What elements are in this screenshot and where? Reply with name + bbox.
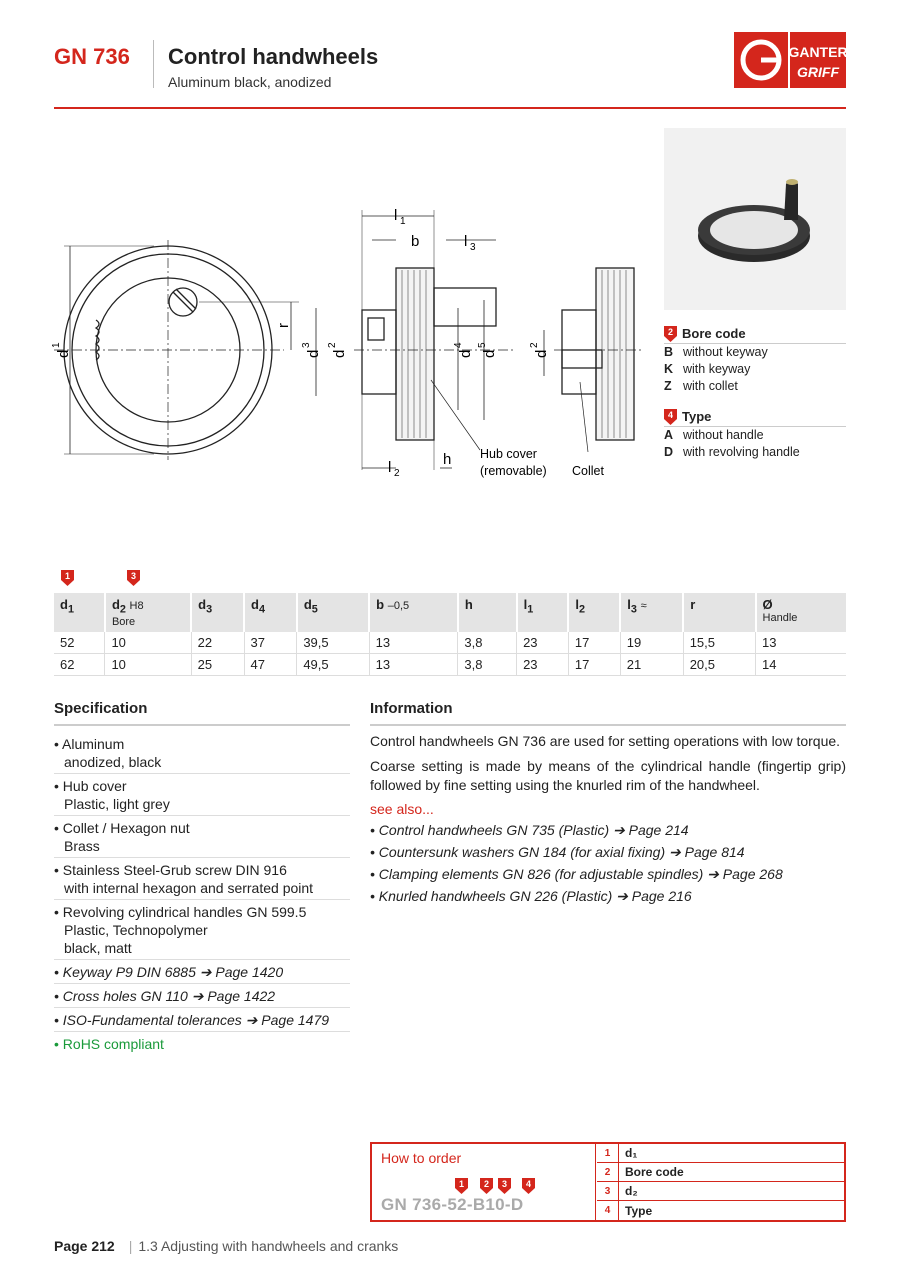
label-d1: d [55,349,72,358]
header-symbol: l [575,597,580,612]
legend-key: B [664,345,674,359]
header-rule [54,107,846,109]
label-l1: l [394,207,398,224]
table-cell: 20,5 [683,654,755,676]
collet-view [544,268,644,452]
bore-code-heading [664,324,846,344]
column-header [683,593,755,632]
table-cell: 62 [54,654,105,676]
column-header [517,593,569,632]
table-cell: 10 [105,654,191,676]
reference-link[interactable]: • Countersunk washers GN 184 (for axial fixing) ➔ Page 814 [370,844,745,860]
front-view [54,240,299,460]
order-example [372,1144,596,1220]
spec-item [54,774,350,816]
legend-text: with revolving handle [683,445,800,459]
marker-badge: 4 [522,1178,535,1194]
legend-key: K [664,362,674,376]
order-key-row [597,1182,844,1201]
order-key-number: 3 [597,1182,619,1200]
spec-item [54,960,350,984]
label-d4: d [457,349,474,358]
table-cell: 19 [620,632,683,654]
header-symbol: d [303,597,312,612]
legend-text: with keyway [683,362,751,376]
specification-list [54,732,350,1055]
column-header [620,593,683,632]
label-d2b: d [533,349,550,358]
table-row [54,654,846,676]
legend-key: D [664,445,674,459]
table-cell: 47 [244,654,297,676]
label-b: b [411,233,420,250]
header-subscript: 1 [527,603,534,616]
header-suffix: H8 [129,600,144,612]
how-to-order-box [370,1142,846,1222]
label-d2: d [331,349,348,358]
technical-drawing [51,200,644,500]
header-symbol: d [251,597,259,612]
svg-text:GANTER: GANTER [788,44,848,60]
marker-badge: 2 [480,1178,493,1194]
legend-item [664,427,846,444]
spec-line: • ISO-Fundamental tolerances ➔ Page 1479 [54,1012,330,1028]
table-cell: 23 [517,632,569,654]
order-key-number: 1 [597,1144,619,1162]
column-header [568,593,620,632]
spec-line: • RoHS compliant [54,1036,164,1052]
header-subscript: 4 [258,603,265,616]
header-note: Handle [762,612,798,624]
table-cell: 13 [756,632,846,654]
marker-badge: 3 [498,1178,511,1194]
order-code: GN 736-52-B10-D [381,1195,524,1214]
column-header [54,593,105,632]
order-key-label: Type [625,1203,653,1218]
column-header [369,593,458,632]
type-title: Type [682,409,712,424]
table-header-row [54,593,846,632]
spec-item [54,984,350,1008]
table-cell: 49,5 [297,654,369,676]
column-header [105,593,191,632]
label-d5: d [481,349,498,358]
spec-line: black, matt [64,940,132,956]
legend-item [664,344,846,361]
page-subtitle: Aluminum black, anodized [168,74,332,90]
order-key-row [597,1201,844,1220]
header-symbol: h [464,597,473,612]
sub-d2b: 2 [529,342,540,348]
spec-line: anodized, black [64,754,162,770]
spec-line: • Keyway P9 DIN 6885 ➔ Page 1420 [54,964,284,980]
table-markers [54,570,846,590]
table-cell: 13 [369,654,458,676]
order-key-label: d₁ [625,1146,638,1160]
sub-l1: 1 [400,216,406,227]
type-heading [664,407,846,427]
table-cell: 15,5 [683,632,755,654]
spec-line: with internal hexagon and serrated point [64,880,314,896]
legend-key: A [664,428,674,442]
sub-d4: 4 [453,342,464,348]
header-divider [153,40,154,88]
page-number: Page 212 [54,1238,115,1254]
table-body [54,632,846,676]
spec-item [54,1008,350,1032]
header-symbol: d [111,597,120,612]
spec-line: • Collet / Hexagon nut [54,820,190,836]
label-r: r [275,323,292,328]
table-cell: 14 [756,654,846,676]
header-subscript: 1 [67,603,74,616]
table-cell: 22 [191,632,244,654]
header-suffix: –0,5 [387,600,410,612]
label-collet: Collet [572,464,604,478]
sub-l2: 2 [394,468,400,479]
table-cell: 25 [191,654,244,676]
chapter-title: 1.3 Adjusting with handwheels and cranks [138,1238,399,1254]
table-cell: 21 [620,654,683,676]
spec-line: Plastic, Technopolymer [64,922,208,938]
legend-text: without keyway [683,345,768,359]
spec-line: Plastic, light grey [64,796,170,812]
spec-line: • Cross holes GN 110 ➔ Page 1422 [54,988,276,1004]
order-key-list [597,1144,844,1220]
page-footer: Page 212 | 1.3 Adjusting with handwheels and cranks [54,1238,399,1254]
see-also-label: see also... [370,801,434,817]
table-cell: 23 [517,654,569,676]
page-header [54,40,846,110]
order-key-label: Bore code [625,1165,684,1179]
header-subscript: 2 [119,603,126,616]
order-title: How to order [381,1150,462,1166]
spec-line: • Aluminum [54,736,125,752]
header-symbol: l [627,597,631,612]
spec-line: • Hub cover [54,778,127,794]
column-header [756,593,846,632]
order-key-row [597,1144,844,1163]
table-cell: 37 [244,632,297,654]
sub-l3: 3 [470,242,476,253]
label-l3: l [464,233,468,250]
table-cell: 3,8 [458,632,517,654]
info-paragraph: Coarse setting is made by means of the cylindrical handle (fingertip grip) followed by fine setting using the knurled rim of the handwheel. [370,758,846,793]
header-subscript: 3 [630,603,637,616]
specification-title: Specification [54,700,350,726]
marker-badge: 1 [61,570,74,586]
marker-badge: 4 [664,409,677,425]
dimensions-table [54,593,846,676]
marker-badge: 2 [664,326,677,342]
specification-section [54,700,350,1055]
label-hub-cover: Hub cover [480,447,537,461]
spec-line: • Stainless Steel-Grub screw DIN 916 [54,862,287,878]
label-h: h [443,451,452,468]
information-title: Information [370,700,846,726]
order-key-row [597,1163,844,1182]
header-suffix: ≈ [640,600,647,612]
header-symbol: l [523,597,528,612]
column-header [244,593,297,632]
marker-badge: 3 [127,570,140,586]
legend-item [664,378,846,395]
header-symbol: r [690,597,696,612]
legend-text: without handle [683,428,764,442]
table-cell: 39,5 [297,632,369,654]
table-cell: 3,8 [458,654,517,676]
header-note: Bore [111,615,136,628]
sub-d2: 2 [327,342,338,348]
product-code: GN 736 [54,44,130,69]
bore-code-title: Bore code [682,326,746,341]
reference-link[interactable]: • Control handwheels GN 735 (Plastic) ➔ Page 214 [370,822,689,838]
table-cell: 17 [568,654,620,676]
table-cell: 10 [105,632,191,654]
header-subscript: 5 [311,603,318,616]
sub-d5: 5 [477,342,488,348]
column-header [458,593,517,632]
spec-item [54,900,350,960]
page-title: Control handwheels [168,44,379,69]
bore-code-list [664,344,846,395]
legend-key: Z [664,379,672,393]
spec-line: Brass [64,838,100,854]
column-header [191,593,244,632]
table-row [54,632,846,654]
legend-item [664,361,846,378]
label-l2: l [388,459,392,476]
label-d3: d [305,349,322,358]
order-key-label: d₂ [625,1184,638,1198]
header-symbol: Ø [762,597,773,612]
marker-badge: 1 [455,1178,468,1194]
information-section [370,700,846,907]
header-subscript: 3 [206,603,213,616]
table-cell: 13 [369,632,458,654]
header-symbol: b [376,597,385,612]
legend-item [664,444,846,461]
header-subscript: 2 [579,603,586,616]
spec-line: • Revolving cylindrical handles GN 599.5 [54,904,307,920]
header-symbol: d [198,597,207,612]
table-cell: 17 [568,632,620,654]
sub-d3: 3 [301,342,312,348]
svg-text:GRIFF: GRIFF [797,64,839,80]
code-legend [664,324,846,461]
legend-text: with collet [683,379,738,393]
type-list [664,427,846,461]
reference-link[interactable]: • Clamping elements GN 826 (for adjustable spindles) ➔ Page 268 [370,866,783,882]
info-paragraph: Control handwheels GN 736 are used for setting operations with low torque. [370,733,841,749]
label-hub-cover-removable: (removable) [480,464,547,478]
header-symbol: d [60,597,68,612]
spec-item [54,858,350,900]
order-key-number: 2 [597,1163,619,1181]
product-photo [664,128,846,310]
spec-item [54,732,350,774]
spec-item [54,1032,350,1055]
order-key-number: 4 [597,1201,619,1220]
reference-link[interactable]: • Knurled handwheels GN 226 (Plastic) ➔ Page 216 [370,888,692,904]
column-header [297,593,369,632]
ganter-logo [734,32,846,88]
table-cell: 52 [54,632,105,654]
spec-item [54,816,350,858]
sub-d1: 1 [51,342,62,348]
